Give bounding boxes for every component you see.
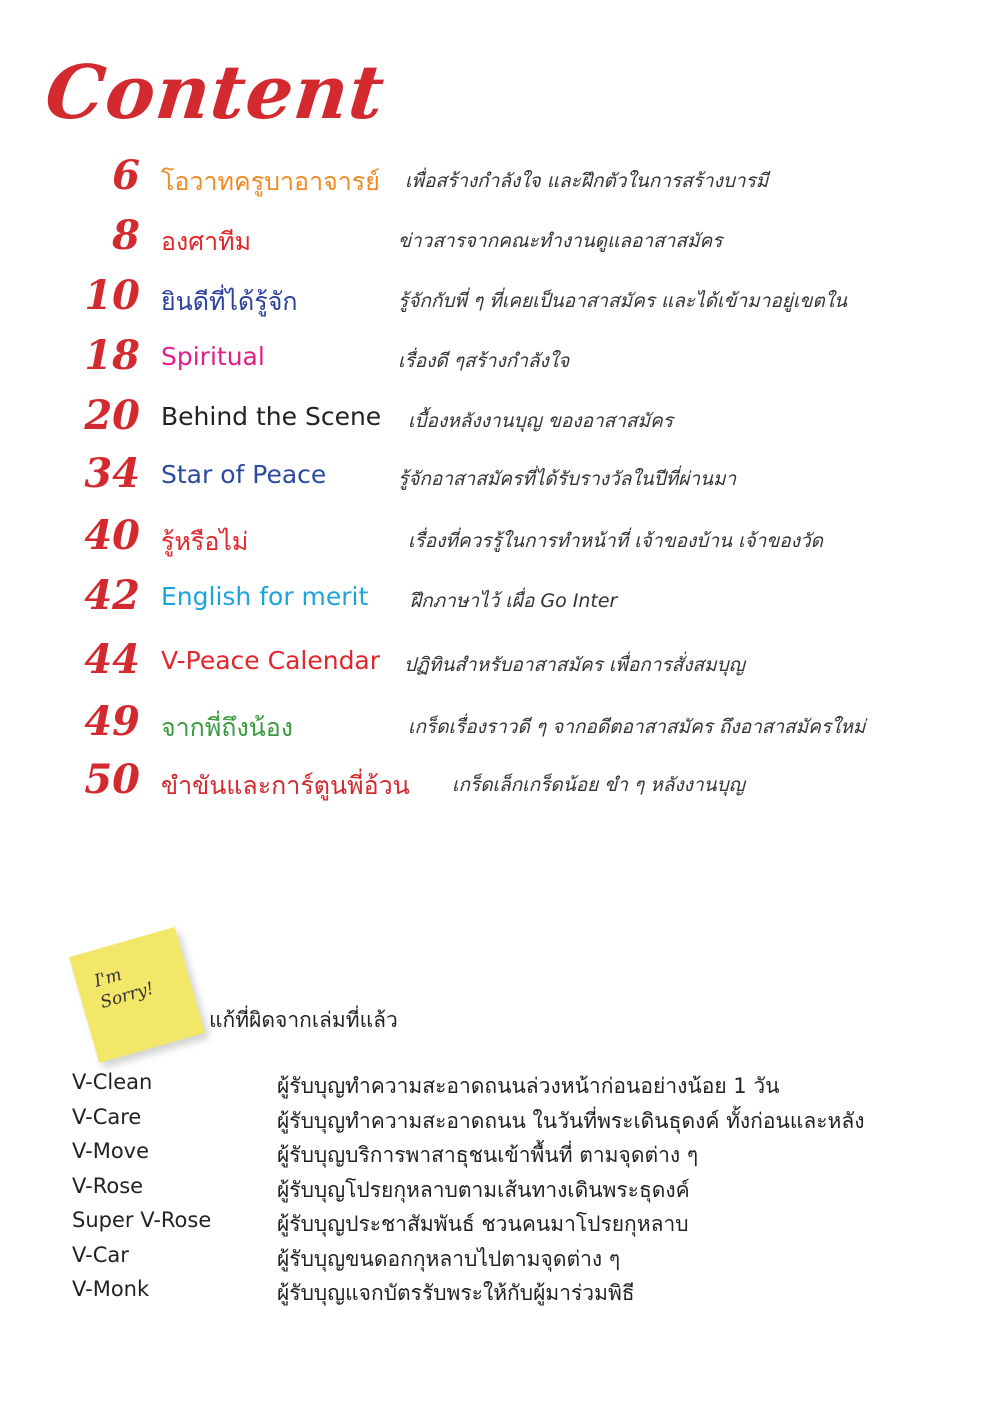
toc-page-number: 6 [112, 152, 140, 199]
toc-row [0, 634, 1000, 690]
correction-note-text: แก้ที่ผิดจากเล่มที่แล้ว [209, 1008, 398, 1032]
role-description: ผู้รับบุญประชาสัมพันธ์ ชวนคนมาโปรยกุหลาบ [277, 1212, 689, 1236]
toc-page-number: 40 [84, 512, 140, 559]
toc-row [0, 754, 1000, 810]
role-code: V-Clean [72, 1070, 153, 1094]
toc-title: Behind the Scene [161, 402, 382, 431]
role-code: V-Monk [72, 1277, 150, 1301]
legend-row [72, 1070, 952, 1104]
sticky-note [69, 927, 205, 1063]
toc-row [0, 210, 1000, 266]
toc-title: ขำขันและการ์ตูนพี่อ้วน [161, 771, 410, 800]
toc-description: รู้จักกับพี่ ๆ ที่เคยเป็นอาสาสมัคร และได้เข้ามาอยู่เขตใน [398, 290, 848, 312]
legend-row [72, 1105, 952, 1139]
toc-description: เกร็ดเล็กเกร็ดน้อย ขำ ๆ หลังงานบุญ [452, 774, 745, 796]
role-description: ผู้รับบุญแจกบัตรรับพระให้กับผู้มาร่วมพิธี [277, 1281, 635, 1305]
toc-description: ข่าวสารจากคณะทำงานดูแลอาสาสมัคร [398, 230, 723, 252]
toc-description: เรื่องดี ๆสร้างกำลังใจ [398, 350, 570, 372]
toc-row [0, 270, 1000, 326]
toc-title: องศาทีม [161, 227, 252, 256]
legend-row [72, 1174, 952, 1208]
toc-description: เพื่อสร้างกำลังใจ และฝึกตัวในการสร้างบารมี [405, 170, 769, 192]
toc-row [0, 150, 1000, 206]
role-description: ผู้รับบุญทำความสะอาดถนน ในวันที่พระเดินธุดงค์ ทั้งก่อนและหลัง [277, 1108, 865, 1133]
toc-description: เบื้องหลังงานบุญ ของอาสาสมัคร [408, 410, 673, 432]
toc-title: รู้หรือไม่ [161, 527, 249, 556]
toc-row [0, 390, 1000, 446]
role-code: V-Rose [72, 1173, 144, 1198]
toc-row [0, 448, 1000, 504]
role-code: Super V-Rose [72, 1208, 212, 1232]
legend-row [72, 1208, 952, 1242]
role-description: ผู้รับบุญโปรยกุหลาบตามเส้นทางเดินพระธุดงค์ [277, 1177, 690, 1202]
toc-description: รู้จักอาสาสมัครที่ได้รับรางวัลในปีที่ผ่านมา [398, 468, 737, 490]
toc-row [0, 510, 1000, 566]
toc-row [0, 330, 1000, 386]
legend-row [72, 1243, 952, 1277]
toc-row [0, 696, 1000, 752]
legend-row [72, 1139, 952, 1173]
toc-description: ฝึกภาษาไว้ เผื่อ Go Inter [410, 590, 618, 612]
toc-page-number: 8 [112, 212, 140, 259]
toc-title: English for merit [161, 582, 369, 611]
toc-description: เกร็ดเรื่องราวดี ๆ จากอดีตอาสาสมัคร ถึงอาสาสมัครใหม่ [408, 716, 866, 738]
legend-row [72, 1277, 952, 1311]
role-code: V-Car [72, 1242, 129, 1267]
toc-page-number: 42 [84, 572, 140, 619]
role-description: ผู้รับบุญบริการพาสาธุชนเข้าพื้นที่ ตามจุดต่าง ๆ [277, 1143, 699, 1167]
toc-title: Star of Peace [161, 460, 327, 489]
toc-page-number: 50 [84, 756, 140, 803]
toc-page-number: 18 [84, 332, 140, 379]
role-description: ผู้รับบุญทำความสะอาดถนนล่วงหน้าก่อนอย่างน้อย 1 วัน [277, 1074, 780, 1098]
toc-row [0, 570, 1000, 626]
toc-description: เรื่องที่ควรรู้ในการทำหน้าที่ เจ้าของบ้าน เจ้าของวัด [408, 530, 823, 552]
page-title: Content [41, 50, 389, 136]
role-code: V-Move [72, 1139, 150, 1163]
toc-page-number: 34 [84, 450, 140, 497]
sticky-note-text: I'm Sorry! [92, 964, 157, 1013]
toc-page-number: 10 [84, 272, 140, 319]
toc-page-number: 44 [84, 636, 140, 683]
toc-title: จากพี่ถึงน้อง [161, 713, 293, 742]
toc-title: โอวาทครูบาอาจารย์ [161, 167, 380, 196]
role-description: ผู้รับบุญขนดอกกุหลาบไปตามจุดต่าง ๆ [277, 1246, 621, 1271]
toc-title: Spiritual [161, 342, 265, 371]
toc-description: ปฏิทินสำหรับอาสาสมัคร เพื่อการสั่งสมบุญ [404, 654, 745, 676]
toc-page-number: 49 [84, 698, 140, 745]
toc-title: V-Peace Calendar [161, 646, 381, 675]
role-code: V-Care [72, 1104, 142, 1129]
toc-title: ยินดีที่ได้รู้จัก [161, 287, 298, 316]
toc-page-number: 20 [84, 392, 140, 439]
